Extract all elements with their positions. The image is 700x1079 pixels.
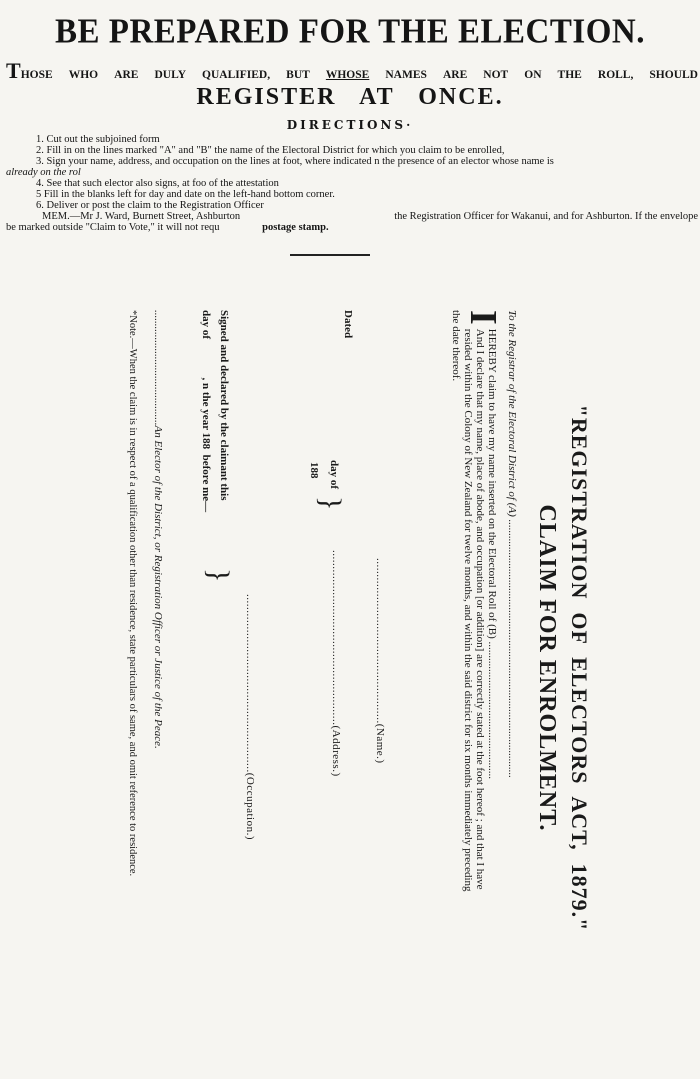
claim-line-2: And I declare that my name, place of abode, and occupation [or addition] are correctly stated at the foot hereof ; and that I have [474,328,486,890]
direction-5: 5 Fill in the blanks left for day and date on the left-hand bottom corner. [36,189,335,200]
brace-dated: } [314,496,347,511]
headline: BE PREPARED FOR THE ELECTION. [55,13,645,51]
subline-word-8: ARE [442,69,468,81]
direction-6: 6. Deliver or post the claim to the Registration Officer [36,200,264,211]
memo-text: MEM.—Mr J. Ward, Burnett Street, Ashburton [42,211,241,222]
subline-word-3: DULY [154,69,186,81]
directions-title: DIRECTIONS· [286,118,414,132]
memo-row [6,211,698,222]
direction-4: 4. See that such elector also signs, at foo of the attestation [36,178,279,189]
directions-list [6,134,698,233]
subline-initial: T [6,58,21,83]
divider-rule [290,254,370,256]
signed-line-2: day of , n the year 188 before me— [200,310,212,513]
signed-line-1: Signed and declared by the claimant this [218,310,230,501]
memo-last-row [6,222,698,233]
subline-word-12: ROLL, [597,69,634,81]
elector-line: ..........................................An Elector of the District, or Registration Officer or Justice of the Peace. [152,310,164,749]
subline-word-0 [6,58,53,83]
subline-word-6: WHOSE [325,69,370,81]
subline-word-4: QUALIFIED, [202,69,271,81]
subline-word-10: ON [524,69,542,81]
claim-line-1: HEREBY claim to have my name inserted on the Electoral Roll of (B) .................................................. [486,328,498,780]
form-subtitle: CLAIM FOR ENROLMENT. [534,504,560,832]
claim-line-3: resided within the Colony of New Zealand for twelve months, and within the said district for six months immediately preceding [462,328,474,892]
memo-last-left: be marked outside "Claim to Vote," it will not requ [6,222,220,233]
direction-3-continued: already on the rol [6,167,81,178]
subline-word-13: SHOULD [649,69,698,81]
name-line: ...................................................(Name.) [374,558,386,764]
direction-2: 2. Fill in on the lines marked "A" and "B" the name of the Electoral District for which you claim to be enrolled, [36,145,505,156]
direction-3: 3. Sign your name, address, and occupation on the lines at foot, where indicated n the presence of an elector whose name is [36,156,554,167]
subline [6,58,698,83]
subline-word-1: WHO [68,69,99,81]
day-of-label: day of [328,460,340,490]
subline-word-9: NOT [483,69,509,81]
subline-word-0-text: HOSE [20,69,53,81]
claim-paragraph [450,310,504,1030]
claim-initial: I [462,310,504,325]
subline-word-5: BUT [286,69,310,81]
direction-1: 1. Cut out the subjoined form [36,134,160,145]
brace-signed: } [202,568,235,583]
register-heading: REGISTER AT ONCE. [196,84,504,110]
claim-line-4: the date thereof. [450,310,462,382]
address-line: ......................................................(Address.) [330,550,342,777]
form-title: "REGISTRATION OF ELECTORS ACT, 1879." [567,404,592,932]
occupation-line: .......................................................(Occupation.) [244,594,256,841]
subline-word-2: ARE [114,69,139,81]
subline-word-7: NAMES [385,69,427,81]
subline-word-11: THE [557,69,582,81]
claim-form [100,278,600,1058]
year-188-label: 188 [308,462,320,479]
memo-last-mid: postage stamp. [262,222,329,233]
to-registrar-line: To the Registrar of the Electoral District of (A) .............................................................................................. [506,310,518,778]
memo-text-right: the Registration Officer for Wakanui, and for Ashburton. If the envelope [394,211,698,222]
form-note: *Note.—When the claim is in respect of a qualification other than residence, state particulars of same, and omit reference to residence. [127,310,138,877]
dated-label: Dated [342,310,354,339]
